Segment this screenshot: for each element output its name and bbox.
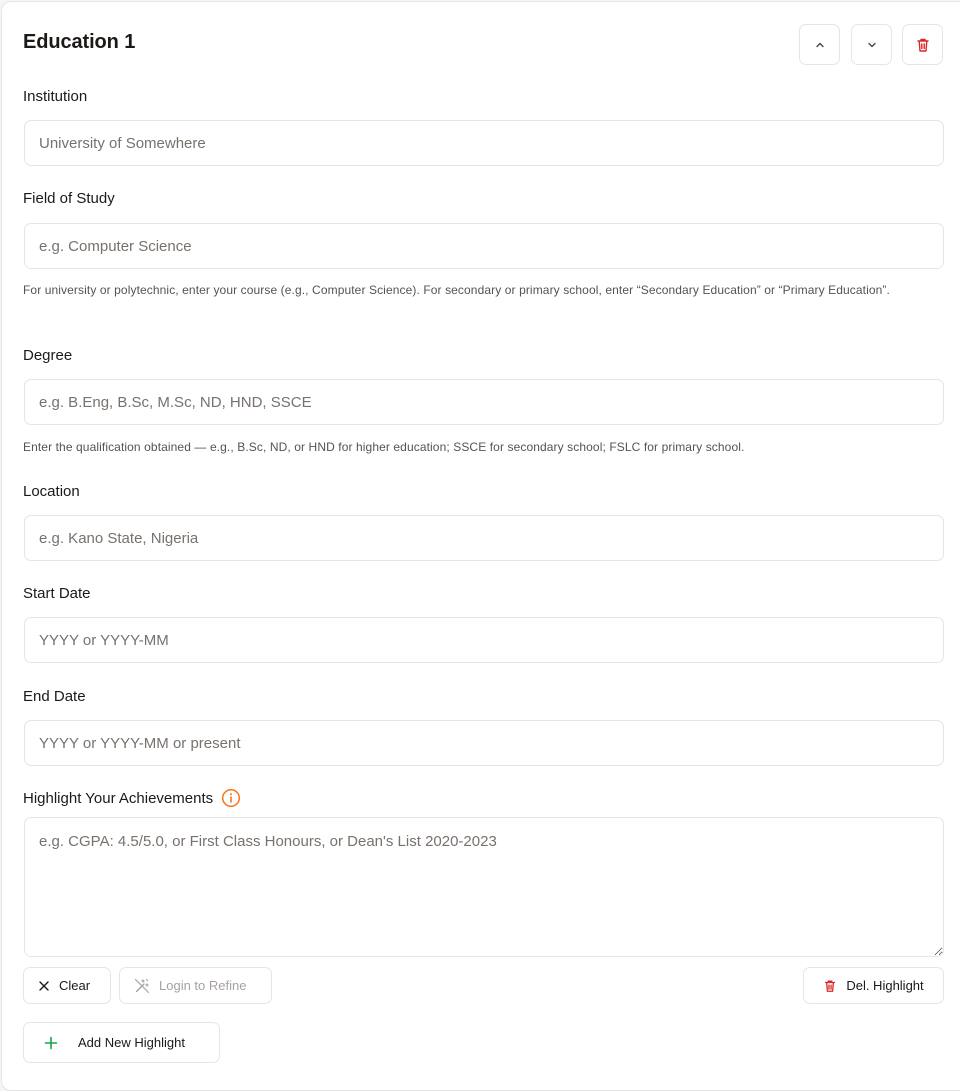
field-of-study-helper: For university or polytechnic, enter your course (e.g., Computer Science). For secondary or primary school, enter “Secondary Education” or “Primary Education”.	[23, 283, 890, 297]
highlight-label: Highlight Your Achievements	[23, 789, 214, 807]
magic-wand-icon	[134, 978, 150, 994]
clear-button[interactable]	[23, 967, 111, 1004]
education-card	[1, 1, 960, 1091]
trash-icon	[915, 37, 931, 53]
start-date-input[interactable]	[24, 617, 944, 663]
location-input[interactable]	[24, 515, 944, 561]
chevron-down-icon	[866, 39, 878, 51]
field-of-study-input[interactable]	[24, 223, 944, 269]
field-of-study-label: Field of Study	[23, 190, 115, 207]
end-date-label: End Date	[23, 688, 86, 705]
start-date-label: Start Date	[23, 585, 91, 602]
institution-input[interactable]	[24, 120, 944, 166]
location-label: Location	[23, 483, 80, 500]
add-highlight-label: Add New Highlight	[78, 1035, 185, 1050]
degree-label: Degree	[23, 347, 73, 364]
section-title: Education 1	[23, 31, 136, 53]
delete-entry-button[interactable]	[902, 24, 943, 65]
delete-highlight-button[interactable]	[803, 967, 944, 1004]
delete-highlight-label: Del. Highlight	[846, 978, 924, 993]
end-date-input[interactable]	[24, 720, 944, 766]
info-icon[interactable]	[221, 788, 241, 808]
close-icon	[38, 980, 50, 992]
degree-input[interactable]	[24, 379, 944, 425]
refine-button-label: Login to Refine	[159, 978, 247, 993]
plus-icon	[44, 1036, 58, 1050]
trash-icon	[823, 979, 837, 993]
clear-button-label: Clear	[59, 978, 91, 993]
degree-helper: Enter the qualification obtained — e.g., B.Sc, ND, or HND for higher education; SSCE for secondary school; FSLC for primary school.	[23, 440, 745, 454]
move-down-button[interactable]	[851, 24, 892, 65]
institution-label: Institution	[23, 88, 88, 105]
highlight-textarea[interactable]	[24, 817, 944, 957]
move-up-button[interactable]	[799, 24, 840, 65]
add-new-highlight-button[interactable]	[23, 1022, 220, 1063]
chevron-up-icon	[814, 39, 826, 51]
login-to-refine-button[interactable]	[119, 967, 272, 1004]
highlight-label-row	[23, 788, 241, 808]
